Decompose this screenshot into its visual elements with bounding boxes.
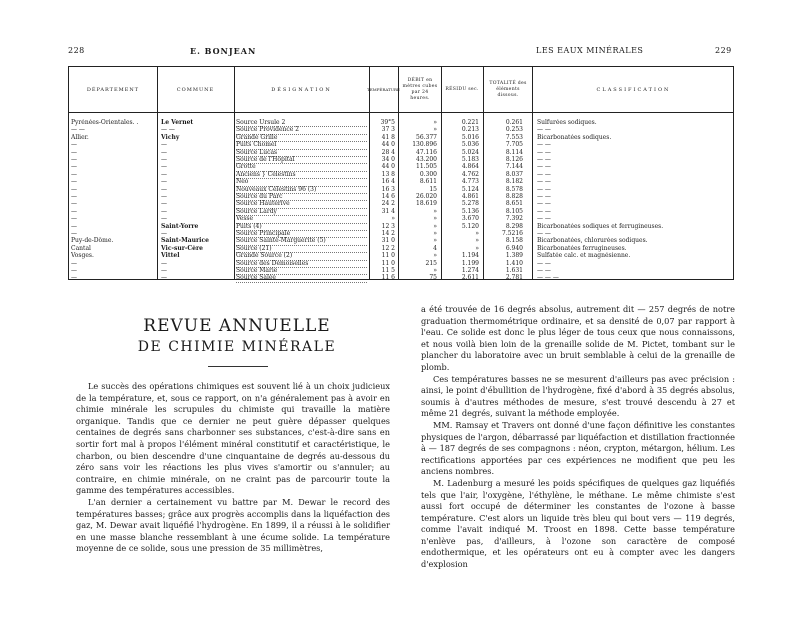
article-title: REVUE ANNUELLE: [143, 316, 331, 336]
cell-desig: Puits Chomel: [236, 141, 367, 149]
cell-residu: 1.194: [461, 252, 479, 260]
cell-class: — —: [537, 178, 551, 186]
cell-class: — —: [537, 259, 551, 267]
cell-total: 6.940: [505, 244, 523, 252]
left-running-title: E. BONJEAN: [190, 46, 257, 56]
cell-total: 0.253: [505, 126, 523, 134]
cell-dept: —: [71, 267, 77, 274]
cell-total: 8.298: [505, 222, 523, 230]
cell-desig: Nouveaux Célestins 96 (3): [236, 186, 367, 194]
cell-commune: Vic-sur-Cère: [161, 244, 203, 252]
table-row: [69, 119, 733, 126]
cell-commune: —: [161, 215, 167, 223]
cell-debit: »: [433, 126, 437, 134]
cell-commune: —: [161, 230, 167, 237]
cell-dept: —: [71, 141, 77, 149]
cell-total: 0.261: [505, 119, 523, 126]
cell-dept: —: [71, 215, 77, 223]
cell-temp: 34 0: [381, 156, 395, 163]
cell-desig: Source Providence 2: [236, 126, 367, 134]
header-debit: DÉBIT en mètres cubes par 24 heures.: [402, 77, 438, 101]
cell-debit: 43.200: [416, 156, 437, 163]
cell-class: — —: [537, 207, 551, 215]
cell-temp: 12 3: [381, 222, 395, 230]
cell-residu: 4.773: [461, 178, 479, 186]
cell-debit: 15: [429, 185, 437, 193]
cell-temp: »: [391, 215, 395, 223]
table-row: [69, 178, 733, 185]
cell-temp: 11 0: [381, 252, 395, 260]
cell-class: Bicarbonatées ferrugineuses.: [537, 244, 627, 252]
cell-desig: Source (21): [236, 245, 367, 253]
cell-dept: Puy-de-Dôme.: [71, 237, 114, 245]
cell-temp: 11 0: [381, 259, 395, 267]
cell-debit: 4: [433, 244, 437, 252]
cell-commune: —: [161, 163, 167, 171]
cell-residu: 1.274: [461, 267, 479, 274]
cell-temp: 28 4: [381, 148, 395, 156]
table-row: [69, 223, 733, 230]
cell-desig: Source Ursule 2: [236, 119, 367, 127]
cell-debit: 0.300: [419, 170, 437, 178]
header-residu: RÉSIDU sec.: [445, 86, 479, 92]
cell-desig: Neo: [236, 178, 367, 186]
cell-total: 2.781: [505, 274, 523, 282]
mineral-water-table: [68, 66, 734, 280]
cell-debit: »: [433, 207, 437, 215]
cell-debit: 26.020: [416, 193, 437, 200]
paragraph: M. Ladenburg a mesuré les poids spécifiques de quelques gaz liquéfiés tels que l'air, l'oxygène, l'éthylène, le méthane. Le même chimiste s'est aussi fort occupé de déterminer les constantes de l'ozone à basse température. C'est alors un liquide très bleu qui bout vers — 119 degrés, comme l'avait indiqué M. Troost en 1898. Cette basse température n'enlève pas, d'ailleurs, à l'ozone son caractère de composé endothermique, et les opérateurs ont eu à compter avec les dangers d'explosion: [421, 477, 735, 570]
cell-temp: 14 6: [381, 193, 395, 200]
cell-class: Bicarbonatées sodiques et ferrugineuses.: [537, 222, 664, 230]
right-running-title: LES EAUX MINÉRALES: [536, 46, 644, 55]
cell-debit: 8.611: [419, 178, 437, 186]
cell-commune: Saint-Maurice: [161, 237, 209, 245]
cell-total: 8.828: [505, 193, 523, 200]
cell-residu: 5.136: [461, 207, 479, 215]
cell-temp: 44 0: [381, 141, 395, 149]
left-page-number: 228: [68, 46, 85, 55]
cell-commune: Saint-Yorre: [161, 222, 199, 230]
cell-temp: 44 0: [381, 163, 395, 171]
cell-class: Bicarbonatées sodiques.: [537, 133, 612, 141]
cell-debit: »: [433, 230, 437, 237]
table-row: [69, 274, 733, 281]
cell-temp: 12 2: [381, 244, 395, 252]
cell-total: 8.578: [505, 185, 523, 193]
table-row: [69, 245, 733, 252]
right-page-number: 229: [715, 46, 732, 55]
cell-desig: Source de l'Hôpital: [236, 156, 367, 164]
cell-residu: 4.762: [461, 170, 479, 178]
cell-commune: —: [161, 193, 167, 200]
cell-dept: —: [71, 148, 77, 156]
cell-desig: Grotte: [236, 163, 367, 171]
header-departement: DÉPARTEMENT: [86, 86, 140, 93]
cell-residu: 4.861: [461, 193, 479, 200]
cell-dept: Cantal: [71, 244, 91, 252]
cell-total: 8.182: [505, 178, 523, 186]
table-row: [69, 134, 733, 141]
cell-total: 8.037: [505, 170, 523, 178]
cell-desig: Vesse: [236, 215, 367, 223]
cell-debit: 130.896: [412, 141, 437, 149]
cell-commune: —: [161, 170, 167, 178]
table-row: [69, 163, 733, 170]
cell-class: — —: [537, 230, 551, 237]
cell-total: 7.144: [505, 163, 523, 171]
table-row: [69, 267, 733, 274]
header-designation: DÉSIGNATION: [271, 86, 332, 93]
cell-residu: »: [475, 230, 479, 237]
cell-total: 8.105: [505, 207, 523, 215]
table-row: [69, 171, 733, 178]
cell-dept: Vosges.: [71, 252, 94, 260]
cell-desig: Source des Demoiselles: [236, 260, 367, 268]
cell-commune: —: [161, 267, 167, 274]
cell-commune: —: [161, 200, 167, 208]
cell-dept: —: [71, 274, 77, 282]
cell-class: Sulfurées sodiques.: [537, 119, 597, 126]
cell-total: 1.631: [505, 267, 523, 274]
cell-commune: Le Vernet: [161, 119, 194, 126]
cell-commune: Vichy: [161, 133, 180, 141]
cell-dept: —: [71, 170, 77, 178]
cell-temp: 31 0: [381, 237, 395, 245]
cell-debit: 75: [429, 274, 437, 282]
cell-debit: »: [433, 252, 437, 260]
article-subtitle: DE CHIMIE MINÉRALE: [137, 339, 337, 355]
cell-temp: 13 8: [381, 170, 395, 178]
header-classification: CLASSIFICATION: [596, 86, 671, 93]
cell-dept: —: [71, 200, 77, 208]
cell-desig: Source Marie: [236, 267, 367, 275]
paragraph: Le succès des opérations chimiques est souvent lié à un choix judicieux de la température, et, sous ce rapport, on n'a généralement pas à avoir en chimie minérale les scrupules du chimiste qui travaille la matière organique. Tandis que ce dernier ne peut guère dépasser quelques centaines de degrés sans charbonner ses substances, c'est-à-dire sans en sortir fort mal à propos l'élément minéral constitutif et caractéristique, le charbon, ou bien descendre d'une cinquantaine de degrés au-dessous du zéro sans voir les réactions les plus vives s'amortir ou s'annuler; au contraire, en chimie minérale, on ne craint pas de parcourir toute la gamme des températures accessibles.: [76, 381, 390, 496]
cell-total: 7.705: [505, 141, 523, 149]
cell-debit: 18.619: [416, 200, 437, 208]
cell-residu: 5.024: [461, 148, 479, 156]
cell-residu: 3.670: [461, 215, 479, 223]
cell-dept: —: [71, 222, 77, 230]
cell-commune: —: [161, 274, 167, 282]
cell-total: 8.651: [505, 200, 523, 208]
cell-class: — —: [537, 200, 551, 208]
cell-residu: »: [475, 237, 479, 245]
cell-debit: »: [433, 237, 437, 245]
cell-temp: 31 4: [381, 207, 395, 215]
cell-class: — —: [537, 156, 551, 163]
paragraph: Ces températures basses ne se mesurent d'ailleurs pas avec précision : ainsi, le point d'ébullition de l'hydrogène, fixé d'abord à 35 degrés absolus, soumis à d'autres méthodes de mesure, s'est trouvé descendu à 27 et même 21 degrés, suivant la méthode employée.: [421, 373, 735, 419]
cell-residu: 5.016: [461, 133, 479, 141]
header-commune: COMMUNE: [176, 86, 215, 93]
cell-dept: —: [71, 178, 77, 186]
cell-class: — —: [537, 126, 551, 134]
cell-debit: »: [433, 119, 437, 126]
cell-debit: »: [433, 222, 437, 230]
cell-residu: 0.221: [461, 119, 479, 126]
cell-dept: Pyrénées-Orientales. .: [71, 119, 139, 126]
cell-desig: Source Lucas: [236, 149, 367, 157]
cell-total: 8.158: [505, 237, 523, 245]
table-row: [69, 252, 733, 259]
cell-class: — —: [537, 148, 551, 156]
table-row: [69, 208, 733, 215]
cell-residu: 5.124: [461, 185, 479, 193]
cell-class: — —: [537, 170, 551, 178]
cell-temp: 39°5: [380, 119, 395, 126]
cell-residu: 5.036: [461, 141, 479, 149]
table-row: [69, 126, 733, 133]
cell-residu: 5.278: [461, 200, 479, 208]
cell-dept: —: [71, 163, 77, 171]
cell-class: — —: [537, 193, 551, 200]
cell-residu: 0.213: [461, 126, 479, 134]
cell-total: 7.392: [505, 215, 523, 223]
table-row: [69, 230, 733, 237]
cell-commune: —: [161, 156, 167, 163]
left-column: [76, 381, 390, 555]
table-row: [69, 215, 733, 222]
cell-dept: —: [71, 259, 77, 267]
cell-residu: 5.183: [461, 156, 479, 163]
cell-debit: »: [433, 215, 437, 223]
table-row: [69, 193, 733, 200]
table-row: [69, 260, 733, 267]
header-temperature: TEMPÉRATURE: [367, 86, 400, 92]
cell-residu: 1.199: [461, 259, 479, 267]
cell-debit: »: [433, 267, 437, 274]
cell-debit: 11.505: [416, 163, 437, 171]
cell-temp: 11 6: [381, 274, 395, 282]
cell-residu: 4.864: [461, 163, 479, 171]
cell-class: — —: [537, 185, 551, 193]
right-column: [421, 304, 735, 571]
table-row: [69, 156, 733, 163]
cell-class: — —: [537, 215, 551, 223]
cell-desig: Source Sainte-Marguerite (5): [236, 237, 367, 245]
cell-class: — —: [537, 163, 551, 171]
cell-commune: —: [161, 259, 167, 267]
cell-commune: —: [161, 141, 167, 149]
cell-class: — —: [537, 141, 551, 149]
cell-dept: —: [71, 156, 77, 163]
cell-residu: »: [475, 244, 479, 252]
table-row: [69, 186, 733, 193]
cell-residu: 2.611: [461, 274, 479, 282]
cell-total: 7.5216: [502, 230, 523, 237]
cell-desig: Anciens } Célestins: [236, 171, 367, 179]
cell-dept: Allier.: [71, 133, 89, 141]
cell-temp: 16 4: [381, 178, 395, 186]
table-row: [69, 141, 733, 148]
cell-desig: Source du Parc: [236, 193, 367, 201]
cell-class: — —: [537, 267, 551, 274]
cell-class: Bicarbonatées, chlorurées sodiques.: [537, 237, 648, 245]
cell-temp: 41 8: [381, 133, 395, 141]
table-row: [69, 149, 733, 156]
cell-total: 1.389: [505, 252, 523, 260]
cell-temp: 11 5: [381, 267, 395, 274]
cell-total: 8.126: [505, 156, 523, 163]
cell-debit: 215: [425, 259, 437, 267]
cell-commune: —: [161, 185, 167, 193]
cell-desig: Source Lardy: [236, 208, 367, 216]
table-row: [69, 237, 733, 244]
cell-dept: —: [71, 207, 77, 215]
cell-debit: 56.377: [416, 133, 437, 141]
cell-class: — — —: [537, 274, 559, 282]
cell-desig: Grande Grille: [236, 134, 367, 142]
paragraph: L'an dernier a certainement vu battre par M. Dewar le record des températures basses; grâce aux progrès accomplis dans la liquéfaction des gaz, M. Dewar avait liquéfié l'hydrogène. En 1899, il a réussi à le solidifier en une masse blanche ressemblant à une écume solide. La température moyenne de ce solide, sous une pression de 35 millimètres,: [76, 496, 390, 554]
cell-class: Sulfatée calc. et magnésienne.: [537, 252, 631, 260]
cell-temp: 24 2: [381, 200, 395, 208]
header-totalite: TOTALITÉ des éléments dissous.: [489, 80, 527, 98]
cell-commune: —: [161, 178, 167, 186]
paragraph: a été trouvée de 16 degrés absolus, autrement dit — 257 degrés de notre graduation thermométrique ordinaire, et sa densité de 0,07 par rapport à l'eau. Ce solide est donc le plus léger de tous ceux que nous connaissons, et nous voilà bien loin de la grenaille solide de M. Pictet, tombant sur le plancher du laboratoire avec un bruit semblable à celui de la grenaille de plomb.: [421, 304, 735, 372]
cell-temp: 16 3: [381, 185, 395, 193]
cell-commune: — —: [161, 126, 175, 134]
cell-desig: Source Salée: [236, 274, 367, 282]
paragraph: MM. Ramsay et Travers ont donné d'une façon définitive les constantes physiques de l'argon, débarrassé par liquéfaction et distillation fractionnée à — 187 degrés de ses compagnons : néon, crypton, métargon, hélium. Les rectifications apportées par ces expériences ne modifient que peu les anciens nombres.: [421, 419, 735, 477]
cell-desig: Source Principale: [236, 230, 367, 238]
cell-total: 7.553: [505, 133, 523, 141]
cell-desig: Puits (4): [236, 223, 367, 231]
cell-commune: —: [161, 207, 167, 215]
cell-temp: 14 2: [381, 230, 395, 237]
cell-commune: —: [161, 148, 167, 156]
cell-commune: Vittel: [161, 252, 180, 260]
cell-residu: 5.120: [461, 222, 479, 230]
cell-temp: 37 3: [381, 126, 395, 134]
title-rule: [208, 366, 268, 367]
cell-dept: —: [71, 193, 77, 200]
cell-dept: — —: [71, 126, 85, 134]
table-row: [69, 200, 733, 207]
cell-desig: Source Hauterive: [236, 200, 367, 208]
cell-dept: —: [71, 230, 77, 237]
cell-desig: Grande Source (2): [236, 252, 367, 260]
cell-dept: —: [71, 185, 77, 193]
cell-total: 8.114: [505, 148, 523, 156]
cell-debit: 47.116: [416, 148, 437, 156]
cell-total: 1.410: [505, 259, 523, 267]
